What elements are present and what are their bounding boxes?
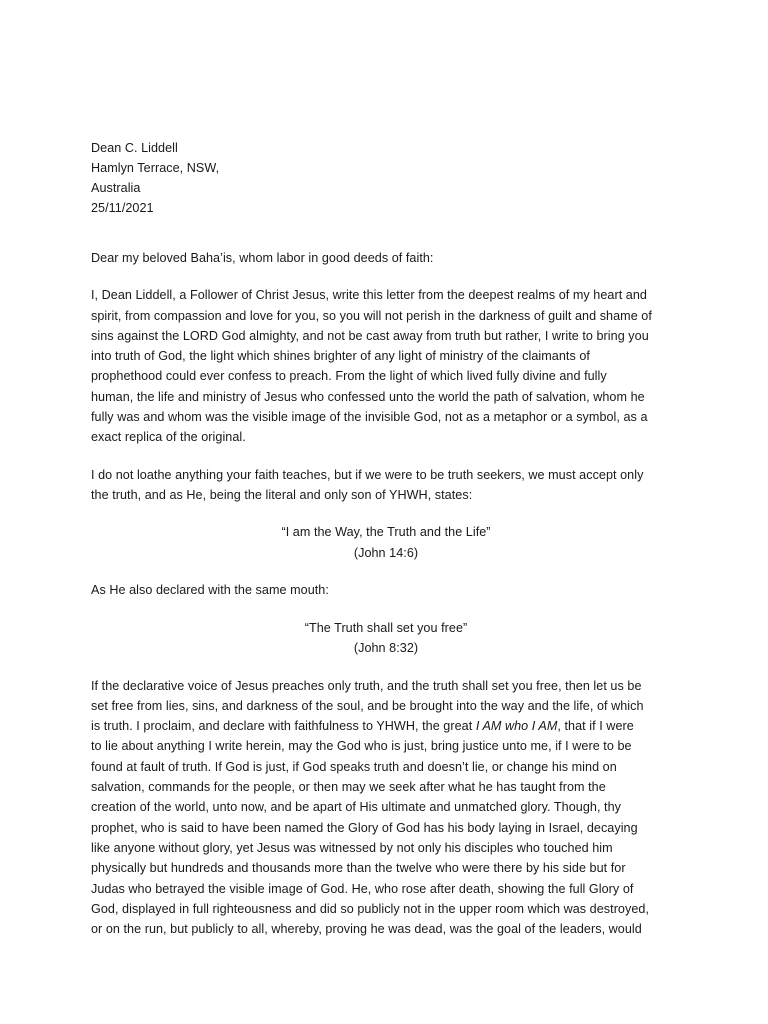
quote-1-reference: (John 14:6) — [353, 545, 419, 560]
paragraph-4-line: creation of the world, unto now, and be apart of His ultimate and unmatched glory. Though, thy — [91, 800, 621, 815]
letter-date: 25/11/2021 — [91, 201, 154, 215]
paragraph-1-line: sins against the LORD God almighty, and not be cast away from truth but rather, I write to bring you — [91, 328, 649, 343]
salutation — [91, 248, 681, 268]
paragraph-1-line: spirit, from compassion and love for you, so you will not perish in the darkness of guilt and shame of — [91, 308, 652, 323]
quote-2-text: “The Truth shall set you free” — [304, 620, 468, 635]
paragraph-4-line: salvation, commands for the people, or then may we seek after what he has taught from the — [91, 780, 606, 795]
paragraph-4-emphasis: I AM who I AM — [475, 719, 558, 734]
sender-name: Dean C. Liddell — [91, 141, 178, 155]
paragraph-4-line: found at fault of truth. If God is just, if God speaks truth and doesn’t lie, or change his mind on — [91, 759, 617, 774]
paragraph-1-line: into truth of God, the light which shines brighter of any light of ministry of the claimants of — [91, 349, 590, 364]
paragraph-2-line: the truth, and as He, being the literal and only son of YHWH, states: — [91, 487, 473, 502]
paragraph-4-line — [91, 716, 681, 736]
paragraph-4-line: set free from lies, sins, and darkness of the soul, and be brought into the way and the life, of which — [91, 698, 644, 713]
paragraph-4-line: God, displayed in full righteousness and did so publicly not in the upper room which was destroyed, — [91, 901, 649, 916]
paragraph-4-line: physically but hundreds and thousands more than the twelve who were there by his side but for — [91, 861, 626, 876]
quote-1-text: “I am the Way, the Truth and the Life” — [281, 525, 491, 540]
paragraph-4-line: to lie about anything I write herein, may the God who is just, bring justice unto me, if I were to be — [91, 739, 632, 754]
spacer — [91, 218, 681, 248]
paragraph-4-line: or on the run, but publicly to all, whereby, proving he was dead, was the goal of the leaders, would — [91, 922, 642, 937]
paragraph-1-line: I, Dean Liddell, a Follower of Christ Jesus, write this letter from the deepest realms of my heart and — [91, 288, 647, 303]
paragraph-1 — [91, 285, 681, 447]
paragraph-2-line: I do not loathe anything your faith teaches, but if we were to be truth seekers, we must accept only — [91, 467, 644, 482]
paragraph-1-line: exact replica of the original. — [91, 430, 246, 445]
paragraph-1-line: fully was and whom was the visible image of the invisible God, not as a metaphor or a symbol, as a — [91, 410, 648, 425]
quote-block-2 — [91, 618, 681, 659]
letter-page — [91, 138, 681, 956]
quote-block-1 — [91, 522, 681, 563]
paragraph-2 — [91, 465, 681, 506]
paragraph-1-line: prophethood could ever confess to preach. From the light of which lived fully divine and fully — [91, 369, 607, 384]
paragraph-4-line: prophet, who is said to have been named the Glory of God has his body laying in Israel, decaying — [91, 820, 638, 835]
paragraph-4-line: Judas who betrayed the visible image of God. He, who rose after death, showing the full Glory of — [91, 881, 634, 896]
paragraph-1-line: human, the life and ministry of Jesus who confessed unto the world the path of salvation, whom he — [91, 389, 645, 404]
paragraph-4-line: like anyone without glory, yet Jesus was witnessed by not only his disciples who touched him — [91, 840, 613, 855]
paragraph-4-line3-end: , that if I were — [557, 719, 634, 734]
paragraph-3-line: As He also declared with the same mouth: — [91, 583, 329, 598]
paragraph-4-line: If the declarative voice of Jesus preaches only truth, and the truth shall set you free, then let us be — [91, 678, 642, 693]
sender-address-line1: Hamlyn Terrace, NSW, — [91, 161, 220, 175]
paragraph-4 — [91, 676, 681, 940]
sender-address-line2: Australia — [91, 181, 141, 195]
paragraph-4-line3-start: is truth. I proclaim, and declare with faithfulness to YHWH, the great — [91, 719, 476, 734]
paragraph-3 — [91, 580, 681, 600]
salutation-text: Dear my beloved Baha’is, whom labor in good deeds of faith: — [91, 251, 434, 265]
sender-address-block — [91, 138, 681, 218]
quote-2-reference: (John 8:32) — [353, 641, 419, 656]
